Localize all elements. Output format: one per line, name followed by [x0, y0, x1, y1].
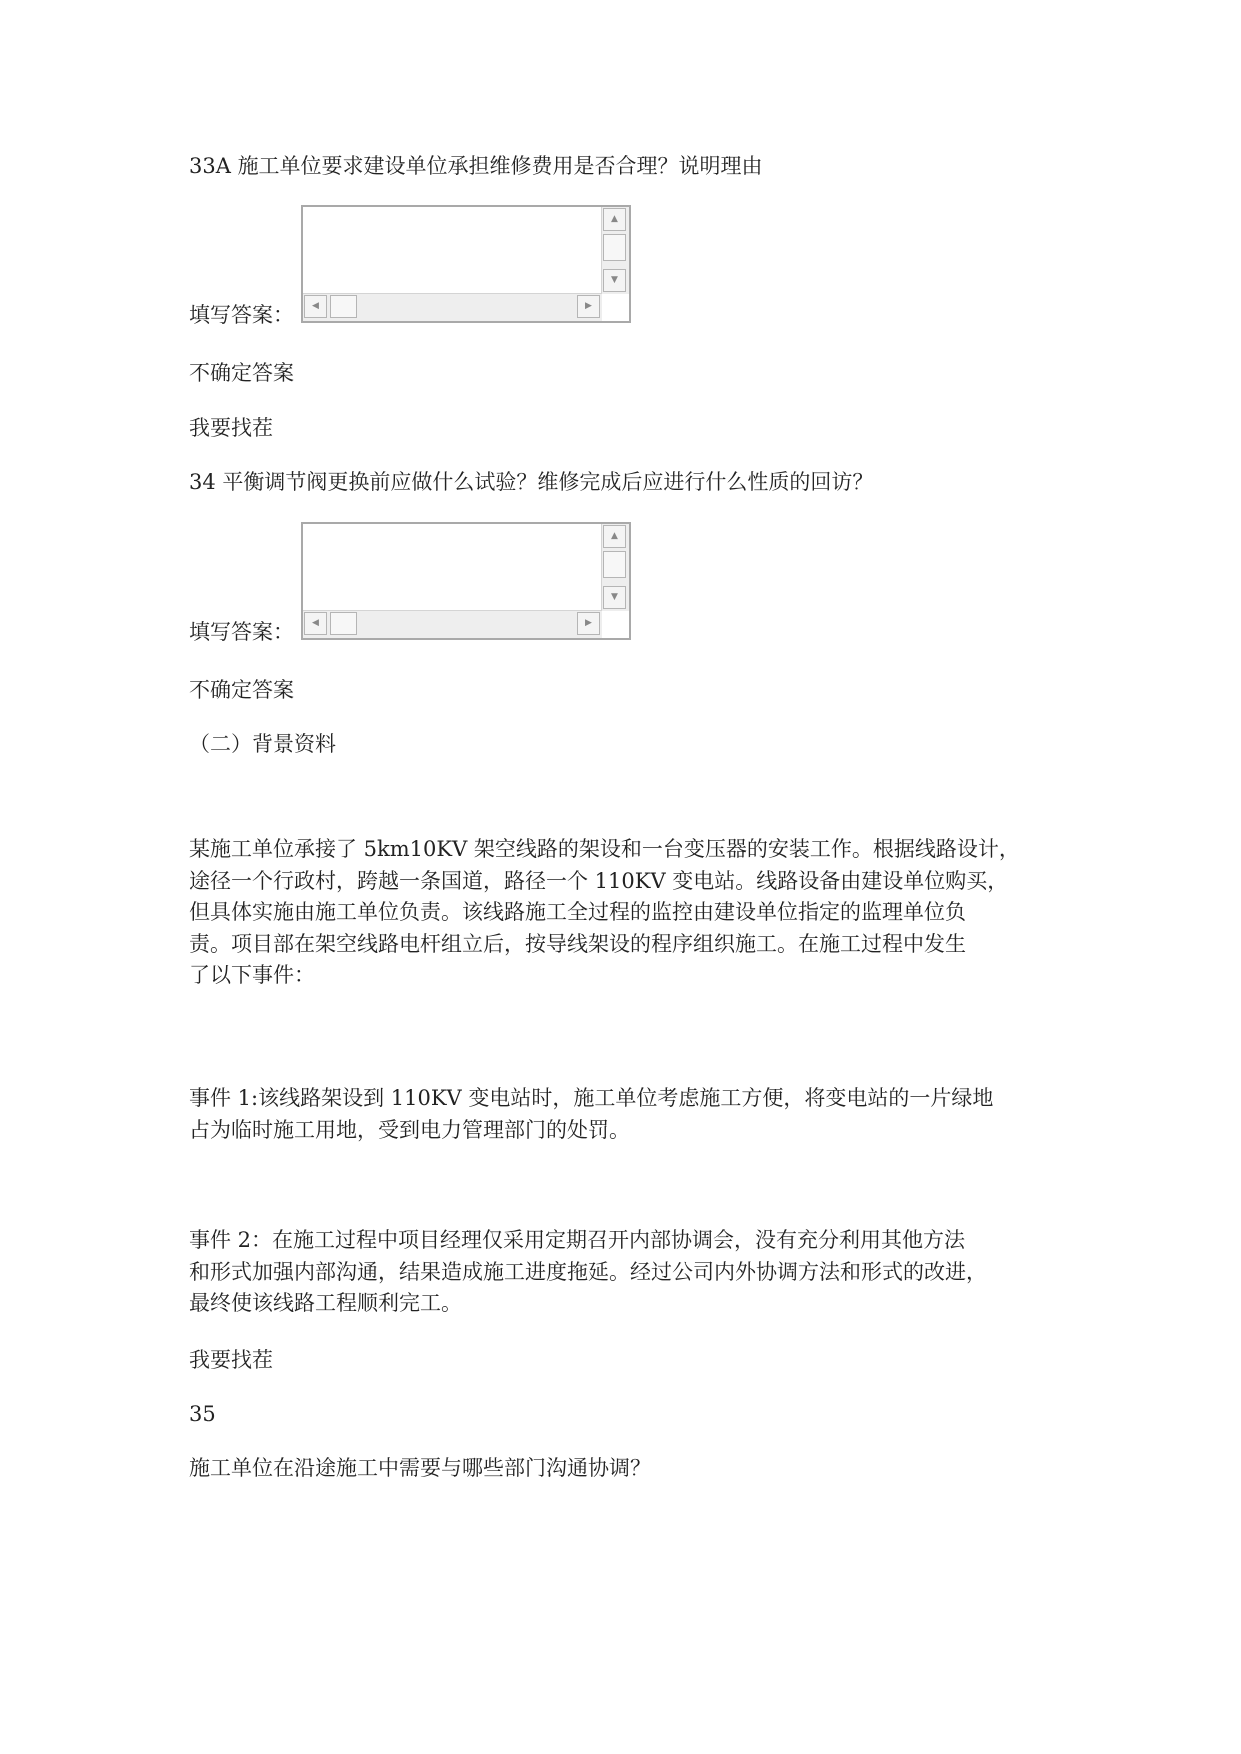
horizontal-scroll-thumb[interactable] — [330, 612, 357, 635]
horizontal-scrollbar[interactable] — [303, 610, 602, 638]
paragraph-line: 最终使该线路工程顺利完工。 — [189, 1291, 462, 1315]
uncertain-answer-33[interactable]: 不确定答案 — [189, 361, 294, 385]
scroll-down-icon[interactable]: ▼ — [603, 269, 626, 292]
section-title: （二）背景资料 — [189, 732, 336, 756]
uncertain-answer-34[interactable]: 不确定答案 — [189, 678, 294, 702]
answer-label: 填写答案： — [189, 620, 294, 644]
scroll-left-icon[interactable]: ◀ — [304, 295, 327, 318]
paragraph-line: 事件 1:该线路架设到 110KV 变电站时，施工单位考虑施工方便，将变电站的一片绿地 — [189, 1086, 994, 1110]
vertical-scrollbar[interactable] — [601, 524, 629, 613]
question-34: 34 平衡调节阀更换前应做什么试验？维修完成后应进行什么性质的回访？ — [189, 470, 874, 494]
paragraph-line: 某施工单位承接了 5km10KV 架空线路的架设和一台变压器的安装工作。根据线路设计， — [189, 837, 1020, 861]
answer-label: 填写答案： — [189, 303, 294, 327]
answer-textarea-34[interactable] — [301, 522, 631, 640]
scrollbar-corner — [602, 611, 629, 638]
horizontal-scrollbar[interactable] — [303, 293, 602, 321]
answer-textarea-33[interactable] — [301, 205, 631, 323]
vertical-scrollbar[interactable] — [601, 207, 629, 296]
paragraph-line: 占为临时施工用地，受到电力管理部门的处罚。 — [189, 1117, 630, 1142]
question-35-number: 35 — [189, 1402, 216, 1426]
scroll-left-icon[interactable]: ◀ — [304, 612, 327, 635]
horizontal-scroll-thumb[interactable] — [330, 295, 357, 318]
paragraph-line: 责。项目部在架空线路电杆组立后，按导线架设的程序组织施工。在施工过程中发生 — [189, 931, 966, 956]
background-paragraph — [189, 834, 1089, 992]
event-2-paragraph — [189, 1225, 1089, 1320]
paragraph-line: 了以下事件： — [189, 963, 315, 987]
paragraph-line: 事件 2：在施工过程中项目经理仅采用定期召开内部协调会，没有充分利用其他方法 — [189, 1228, 966, 1252]
scroll-up-icon[interactable]: ▲ — [603, 525, 626, 548]
vertical-scroll-thumb[interactable] — [603, 551, 626, 578]
find-error-link-33[interactable]: 我要找茬 — [189, 416, 273, 440]
vertical-scroll-thumb[interactable] — [603, 234, 626, 261]
find-error-link-section[interactable]: 我要找茬 — [189, 1348, 273, 1372]
paragraph-line: 和形式加强内部沟通，结果造成施工进度拖延。经过公司内外协调方法和形式的改进， — [189, 1259, 987, 1284]
scroll-right-icon[interactable]: ▶ — [577, 295, 600, 318]
scroll-up-icon[interactable]: ▲ — [603, 208, 626, 231]
question-35: 施工单位在沿途施工中需要与哪些部门沟通协调？ — [189, 1456, 651, 1480]
scroll-right-icon[interactable]: ▶ — [577, 612, 600, 635]
question-33: 33A 施工单位要求建设单位承担维修费用是否合理？说明理由 — [189, 154, 763, 178]
paragraph-line: 但具体实施由施工单位负责。该线路施工全过程的监控由建设单位指定的监理单位负 — [189, 900, 966, 924]
scrollbar-corner — [602, 294, 629, 321]
event-1-paragraph — [189, 1083, 1089, 1146]
scroll-down-icon[interactable]: ▼ — [603, 586, 626, 609]
paragraph-line: 途径一个行政村，跨越一条国道，路径一个 110KV 变电站。线路设备由建设单位购买， — [189, 868, 1009, 893]
